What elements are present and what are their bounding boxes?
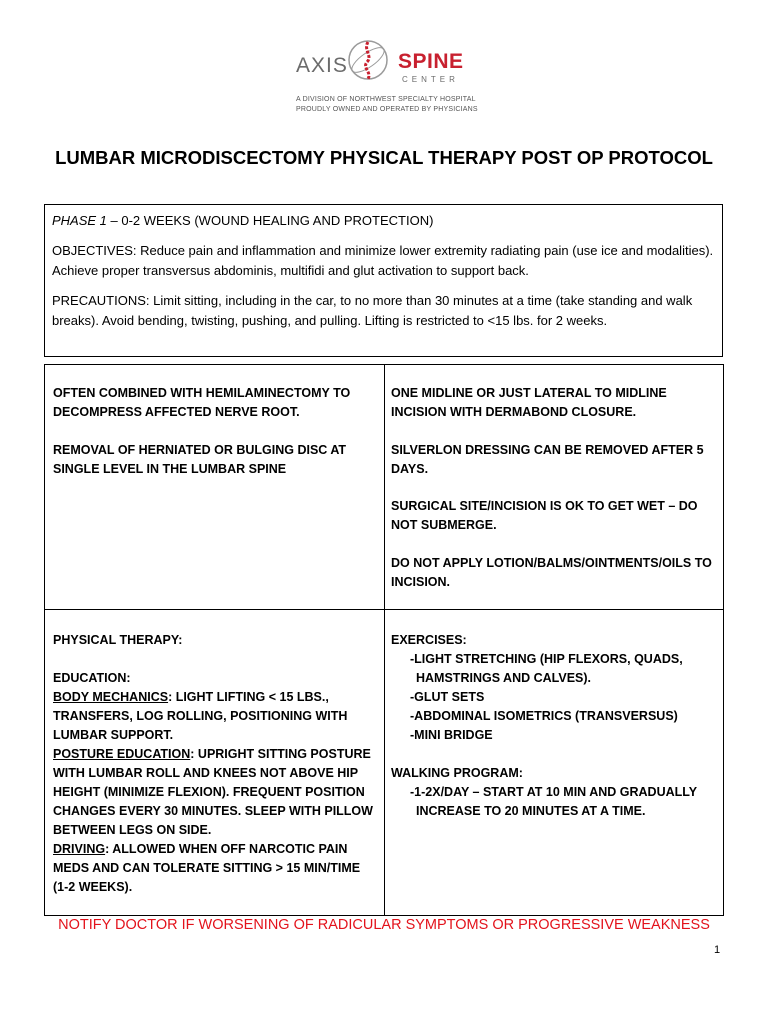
logo-center-text: CENTER bbox=[402, 75, 459, 84]
procedure-text: REMOVAL OF HERNIATED OR BULGING DISC AT SINGLE LEVEL IN THE LUMBAR SPINE bbox=[53, 442, 347, 476]
exercise-item: -ABDOMINAL ISOMETRICS (TRANSVERSUS) bbox=[410, 709, 678, 723]
driving-text: : ALLOWED WHEN OFF NARCOTIC PAIN MEDS AND CAN TOLERATE SITTING > 15 MIN/TIME (1-2 WEEKS). bbox=[53, 841, 361, 894]
logo-axis-text: AXIS bbox=[296, 54, 348, 77]
exercise-item: HAMSTRINGS AND CALVES). bbox=[416, 671, 591, 685]
incision-text: SILVERLON DRESSING CAN BE REMOVED AFTER 5 DAYS. bbox=[391, 442, 704, 476]
spine-logo-icon bbox=[346, 38, 390, 82]
walking-program-heading: WALKING PROGRAM: bbox=[391, 765, 523, 780]
incision-text: SURGICAL SITE/INCISION IS OK TO GET WET – DO NOT SUBMERGE. bbox=[391, 499, 698, 532]
page-number: 1 bbox=[714, 944, 721, 956]
procedure-text: OFTEN COMBINED WITH HEMILAMINECTOMY TO DECOMPRESS AFFECTED NERVE ROOT. bbox=[53, 386, 351, 419]
walking-program-line: -1-2X/DAY – START AT 10 MIN AND GRADUALLY bbox=[410, 784, 698, 799]
pt-driving bbox=[53, 840, 378, 897]
exercises-cell bbox=[391, 631, 716, 821]
notify-doctor-warning: NOTIFY DOCTOR IF WORSENING OF RADICULAR SYMPTOMS OR PROGRESSIVE WEAKNESS bbox=[58, 917, 710, 933]
posture-education-text: : UPRIGHT SITTING POSTURE WITH LUMBAR ROLL AND KNEES NOT ABOVE HIP HEIGHT (MINIMIZE FLEXION). FREQUENT POSITION CHANGES EVERY 30 MINUTES. SLEEP WITH PILLOW BETWEEN LEGS ON SIDE. bbox=[53, 746, 373, 837]
walking-program-line: INCREASE TO 20 MINUTES AT A TIME. bbox=[416, 803, 646, 818]
body-mechanics-label: BODY MECHANICS bbox=[53, 689, 169, 704]
phase-label: PHASE 1 bbox=[52, 213, 107, 228]
incision-cell bbox=[391, 384, 716, 610]
phase-precautions: PRECAUTIONS: Limit sitting, including in the car, to no more than 30 minutes at a time (take standing and walk breaks). Avoid bending, twisting, pushing, and pulling. Lifting is restricted to <15 lbs. for 2 weeks. bbox=[52, 293, 693, 328]
incision-text: DO NOT APPLY LOTION/BALMS/OINTMENTS/OILS TO INCISION. bbox=[391, 555, 712, 589]
logo-division-line-1: A DIVISION OF NORTHWEST SPECIALTY HOSPITAL bbox=[296, 96, 476, 103]
driving-label: DRIVING bbox=[53, 841, 106, 856]
axis-spine-center-logo bbox=[294, 32, 484, 118]
page-title: LUMBAR MICRODISCECTOMY PHYSICAL THERAPY POST OP PROTOCOL bbox=[55, 147, 713, 168]
logo-division-line-2: PROUDLY OWNED AND OPERATED BY PHYSICIANS bbox=[296, 106, 478, 113]
exercise-item: -LIGHT STRETCHING (HIP FLEXORS, QUADS, bbox=[410, 652, 683, 666]
pt-heading: PHYSICAL THERAPY: bbox=[53, 633, 183, 647]
protocol-grid bbox=[44, 364, 724, 916]
pt-education-heading: EDUCATION: bbox=[53, 670, 131, 685]
phase-1-box bbox=[44, 204, 723, 357]
logo-spine-text: SPINE bbox=[398, 50, 464, 73]
procedure-cell bbox=[53, 384, 378, 497]
pt-posture-education bbox=[53, 745, 378, 840]
physical-therapy-cell bbox=[53, 631, 378, 897]
exercises-heading: EXERCISES: bbox=[391, 633, 467, 647]
posture-education-label: POSTURE EDUCATION bbox=[53, 746, 191, 761]
pt-body-mechanics bbox=[53, 688, 378, 745]
exercise-item: -MINI BRIDGE bbox=[410, 728, 493, 742]
exercise-item: -GLUT SETS bbox=[410, 690, 485, 704]
phase-heading-rest: – 0-2 WEEKS (WOUND HEALING AND PROTECTION) bbox=[106, 213, 434, 228]
body-mechanics-text: : LIGHT LIFTING < 15 LBS., TRANSFERS, LOG ROLLING, POSITIONING WITH LUMBAR SUPPORT. bbox=[53, 689, 348, 742]
grid-vertical-divider bbox=[384, 365, 385, 915]
phase-heading bbox=[52, 211, 715, 231]
incision-text: ONE MIDLINE OR JUST LATERAL TO MIDLINE INCISION WITH DERMABOND CLOSURE. bbox=[391, 386, 667, 419]
phase-objectives: OBJECTIVES: Reduce pain and inflammation and minimize lower extremity radiating pain (use ice and modalities). Achieve proper transversus abdominis, multifidi and glut activation to support back. bbox=[52, 243, 714, 278]
